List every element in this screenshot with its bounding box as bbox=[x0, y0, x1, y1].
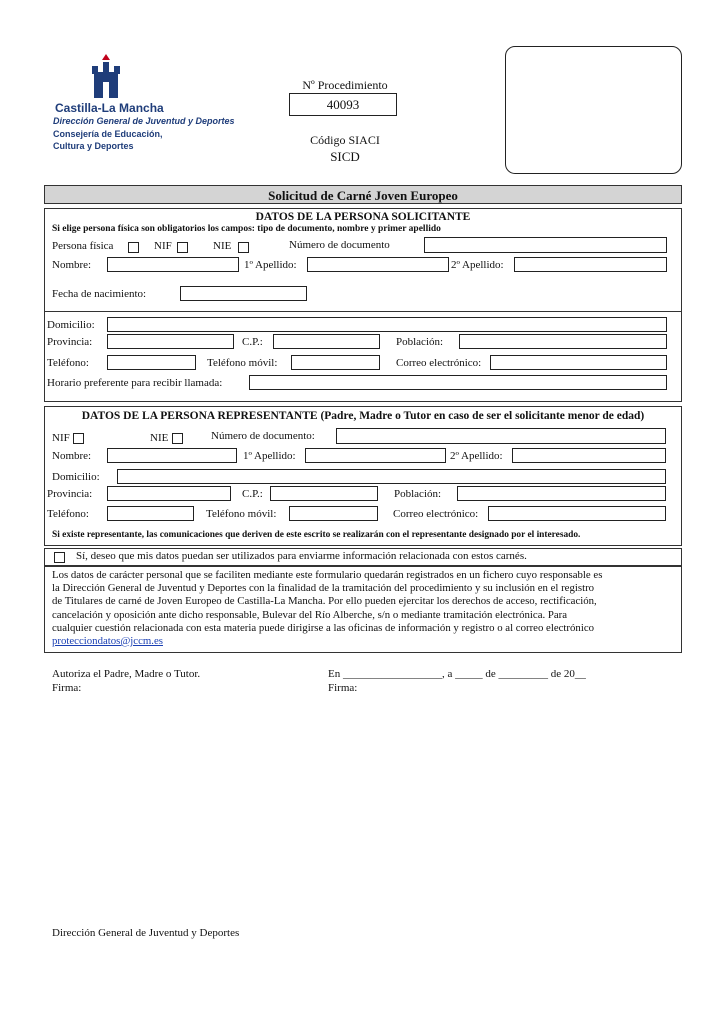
representative-heading-bold: DATOS DE LA PERSONA REPRESENTANTE bbox=[81, 410, 318, 422]
correo-label: Correo electrónico: bbox=[396, 357, 482, 369]
privacy-line: de Titulares de carné de Joven Europeo de Castilla-La Mancha. Por ello pueden ejercitar los derechos de acceso, rectificación, bbox=[52, 595, 597, 608]
rep-poblacion-field[interactable] bbox=[457, 486, 666, 501]
applicant-divider bbox=[44, 311, 682, 312]
autoriza-text: Autoriza el Padre, Madre o Tutor. bbox=[52, 668, 201, 680]
rep-nif-label: NIF bbox=[52, 432, 70, 444]
correo-field[interactable] bbox=[490, 355, 667, 370]
applicant-heading: DATOS DE LA PERSONA SOLICITANTE bbox=[255, 211, 471, 223]
siaci-label: Código SIACI bbox=[310, 133, 380, 147]
fecha-nac-label: Fecha de nacimiento: bbox=[52, 288, 147, 300]
firma-right-label: Firma: bbox=[328, 682, 358, 694]
rep-nie-checkbox[interactable] bbox=[172, 433, 183, 444]
doc-number-label: Número de documento bbox=[289, 239, 390, 251]
nombre-field[interactable] bbox=[107, 257, 239, 272]
org-line-2: Consejería de Educación, bbox=[53, 129, 163, 139]
privacy-line: Los datos de carácter personal que se faciliten mediante este formulario quedarán registrados en un fichero cuyo responsable es bbox=[52, 569, 603, 581]
logo-text: Castilla-La Mancha bbox=[55, 101, 164, 115]
place-date-line: En __________________, a _____ de _________ de 20__ bbox=[328, 668, 586, 680]
rep-provincia-field[interactable] bbox=[107, 486, 231, 501]
provincia-label: Provincia: bbox=[47, 336, 93, 348]
applicant-note: Si elige persona física son obligatorios los campos: tipo de documento, nombre y primer apellido bbox=[52, 224, 441, 234]
rep-apellido1-label: 1º Apellido: bbox=[243, 450, 296, 462]
consent-text: Sí, deseo que mis datos puedan ser utilizados para enviarme información relacionada con estos carnés. bbox=[76, 550, 527, 562]
fecha-nac-field[interactable] bbox=[180, 286, 307, 301]
persona-fisica-label: Persona física bbox=[52, 240, 114, 252]
rep-domicilio-label: Domicilio: bbox=[52, 471, 100, 483]
org-line-3: Cultura y Deportes bbox=[53, 141, 134, 151]
rep-poblacion-label: Población: bbox=[394, 488, 442, 500]
rep-telefono-movil-label: Teléfono móvil: bbox=[206, 508, 277, 520]
poblacion-field[interactable] bbox=[459, 334, 667, 349]
rep-cp-field[interactable] bbox=[270, 486, 378, 501]
cp-field[interactable] bbox=[273, 334, 380, 349]
rep-nif-checkbox[interactable] bbox=[73, 433, 84, 444]
nie-checkbox[interactable] bbox=[238, 242, 249, 253]
siaci-code: SICD bbox=[330, 149, 360, 164]
rep-provincia-label: Provincia: bbox=[47, 488, 93, 500]
rep-cp-label: C.P.: bbox=[242, 488, 263, 500]
footer-text: Dirección General de Juventud y Deportes bbox=[52, 927, 240, 939]
representative-heading-rest: (Padre, Madre o Tutor en caso de ser el solicitante menor de edad) bbox=[317, 410, 645, 422]
rep-nombre-field[interactable] bbox=[107, 448, 237, 463]
apellido2-label: 2º Apellido: bbox=[451, 259, 504, 271]
horario-field[interactable] bbox=[249, 375, 667, 390]
rep-domicilio-field[interactable] bbox=[117, 469, 666, 484]
rep-apellido1-field[interactable] bbox=[305, 448, 446, 463]
nif-checkbox[interactable] bbox=[177, 242, 188, 253]
rep-telefono-label: Teléfono: bbox=[47, 508, 89, 520]
firma-left-label: Firma: bbox=[52, 682, 82, 694]
rep-doc-number-field[interactable] bbox=[336, 428, 666, 444]
poblacion-label: Población: bbox=[396, 336, 444, 348]
provincia-field[interactable] bbox=[107, 334, 234, 349]
rep-correo-field[interactable] bbox=[488, 506, 666, 521]
privacy-email-link[interactable]: protecciondatos@jccm.es bbox=[52, 635, 163, 648]
consent-checkbox[interactable] bbox=[54, 552, 65, 563]
logo bbox=[88, 52, 124, 100]
representative-heading bbox=[44, 410, 682, 423]
horario-label: Horario preferente para recibir llamada: bbox=[47, 377, 223, 389]
rep-apellido2-label: 2º Apellido: bbox=[450, 450, 503, 462]
procedure-label: Nº Procedimiento bbox=[302, 78, 388, 92]
representative-note: Si existe representante, las comunicaciones que deriven de este escrito se realizarán con el representante designado por el interesado. bbox=[52, 530, 581, 540]
apellido1-label: 1º Apellido: bbox=[244, 259, 297, 271]
telefono-label: Teléfono: bbox=[47, 357, 89, 369]
registry-stamp-box bbox=[505, 46, 682, 174]
telefono-movil-label: Teléfono móvil: bbox=[207, 357, 278, 369]
rep-telefono-field[interactable] bbox=[107, 506, 194, 521]
rep-nombre-label: Nombre: bbox=[52, 450, 92, 462]
telefono-movil-field[interactable] bbox=[291, 355, 380, 370]
privacy-text bbox=[52, 569, 676, 648]
castle-logo-icon bbox=[88, 52, 124, 100]
rep-correo-label: Correo electrónico: bbox=[393, 508, 479, 520]
apellido1-field[interactable] bbox=[307, 257, 449, 272]
privacy-line: cancelación y oposición ante dicho responsable, Bulevar del Río Alberche, s/n o mediante tramitación electrónica. Para bbox=[52, 608, 568, 621]
nombre-label: Nombre: bbox=[52, 259, 92, 271]
domicilio-field[interactable] bbox=[107, 317, 667, 332]
org-line-1: Dirección General de Juventud y Deportes bbox=[53, 116, 235, 126]
domicilio-label: Domicilio: bbox=[47, 319, 95, 331]
privacy-line: cualquier cuestión relacionada con esta materia puede dirigirse a las oficinas de información y registro o al correo electrónico bbox=[52, 621, 595, 634]
nif-label: NIF bbox=[154, 240, 172, 252]
privacy-line: la Dirección General de Juventud y Deportes con la finalidad de la tramitación del procedimiento y su inclusión en el registro bbox=[52, 582, 595, 595]
telefono-field[interactable] bbox=[107, 355, 196, 370]
cp-label: C.P.: bbox=[242, 336, 263, 348]
nie-label: NIE bbox=[213, 240, 232, 252]
rep-telefono-movil-field[interactable] bbox=[289, 506, 378, 521]
rep-nie-label: NIE bbox=[150, 432, 169, 444]
persona-fisica-checkbox[interactable] bbox=[128, 242, 139, 253]
rep-apellido2-field[interactable] bbox=[512, 448, 666, 463]
form-title: Solicitud de Carné Joven Europeo bbox=[44, 185, 682, 204]
procedure-number-field: 40093 bbox=[289, 93, 397, 116]
apellido2-field[interactable] bbox=[514, 257, 667, 272]
rep-doc-number-label: Número de documento: bbox=[211, 430, 315, 442]
doc-number-field[interactable] bbox=[424, 237, 667, 253]
